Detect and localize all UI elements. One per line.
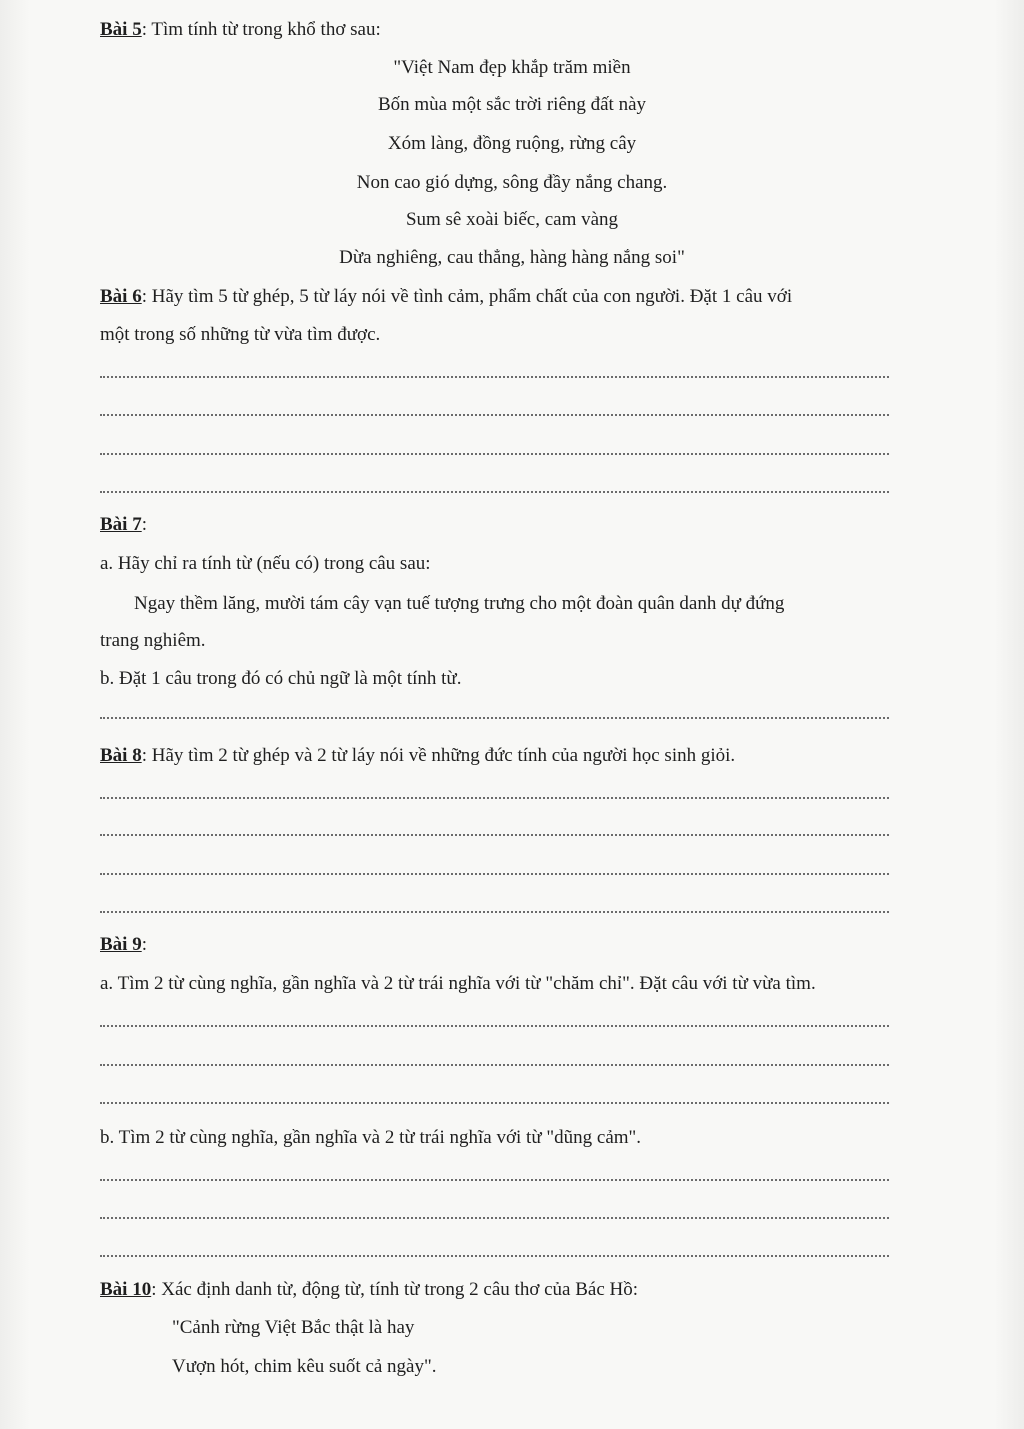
- bai10-poem-line-2: Vượn hót, chim kêu suốt cả ngày".: [172, 1356, 437, 1377]
- answer-line[interactable]: [100, 834, 889, 836]
- answer-line[interactable]: [100, 414, 889, 416]
- bai6-prompt-1: : Hãy tìm 5 từ ghép, 5 từ láy nói về tình cảm, phẩm chất của con người. Đặt 1 câu với: [141, 286, 793, 307]
- bai5-poem-line-6: Dừa nghiêng, cau thẳng, hàng hàng nắng soi": [339, 247, 685, 268]
- answer-line[interactable]: [100, 1064, 889, 1066]
- answer-line[interactable]: [100, 797, 889, 799]
- answer-line[interactable]: [100, 1217, 889, 1219]
- bai5-poem-line-5: Sum sê xoài biếc, cam vàng: [405, 209, 619, 230]
- bai10-title: Bài 10: [100, 1279, 152, 1300]
- answer-line[interactable]: [100, 911, 889, 913]
- bai7-heading: [100, 513, 147, 537]
- answer-line[interactable]: [100, 491, 889, 493]
- bai8-prompt: : Hãy tìm 2 từ ghép và 2 từ láy nói về những đức tính của người học sinh giỏi.: [141, 745, 736, 766]
- bai10-heading: [100, 1278, 638, 1302]
- bai10-prompt: : Xác định danh từ, động từ, tính từ trong 2 câu thơ của Bác Hồ:: [151, 1279, 639, 1300]
- bai6-prompt-2: một trong số những từ vừa tìm được.: [100, 324, 381, 345]
- bai5-poem-line-4: Non cao gió dựng, sông đầy nắng chang.: [356, 172, 668, 193]
- answer-line[interactable]: [100, 1025, 889, 1027]
- answer-line[interactable]: [100, 1179, 889, 1181]
- answer-line[interactable]: [100, 1255, 889, 1257]
- bai10-poem-line-1: "Cảnh rừng Việt Bắc thật là hay: [172, 1317, 415, 1338]
- bai9-title: Bài 9: [100, 934, 142, 955]
- answer-line[interactable]: [100, 453, 889, 455]
- bai6-title: Bài 6: [100, 286, 142, 307]
- bai7-part-a: a. Hãy chỉ ra tính từ (nếu có) trong câu sau:: [100, 553, 431, 574]
- bai9-colon: :: [141, 934, 147, 955]
- bai9-part-b: b. Tìm 2 từ cùng nghĩa, gần nghĩa và 2 từ trái nghĩa với từ "dũng cảm".: [100, 1127, 642, 1148]
- bai5-heading: [100, 18, 381, 42]
- bai5-poem-line-2: Bốn mùa một sắc trời riêng đất này: [377, 94, 647, 115]
- bai5-poem-line-3: Xóm làng, đồng ruộng, rừng cây: [387, 133, 637, 154]
- bai7-title: Bài 7: [100, 514, 142, 535]
- bai5-prompt: : Tìm tính từ trong khổ thơ sau:: [141, 19, 381, 40]
- bai8-heading: [100, 744, 735, 768]
- bai7-part-b: b. Đặt 1 câu trong đó có chủ ngữ là một tính từ.: [100, 668, 462, 689]
- bai7-sentence-2: trang nghiêm.: [100, 630, 206, 651]
- bai9-part-a: a. Tìm 2 từ cùng nghĩa, gần nghĩa và 2 từ trái nghĩa với từ "chăm chỉ". Đặt câu với từ vừa tìm.: [100, 973, 816, 994]
- bai7-sentence-1: Ngay thềm lăng, mười tám cây vạn tuế tượng trưng cho một đoàn quân danh dự đứng: [134, 593, 785, 614]
- answer-line[interactable]: [100, 1102, 889, 1104]
- answer-line[interactable]: [100, 873, 889, 875]
- answer-line[interactable]: [100, 376, 889, 378]
- answer-line[interactable]: [100, 717, 889, 719]
- bai6-heading: [100, 285, 792, 309]
- bai9-heading: [100, 933, 147, 957]
- bai8-title: Bài 8: [100, 745, 142, 766]
- bai7-colon: :: [141, 514, 147, 535]
- bai5-poem-line-1: "Việt Nam đẹp khắp trăm miền: [393, 57, 631, 78]
- bai5-title: Bài 5: [100, 19, 142, 40]
